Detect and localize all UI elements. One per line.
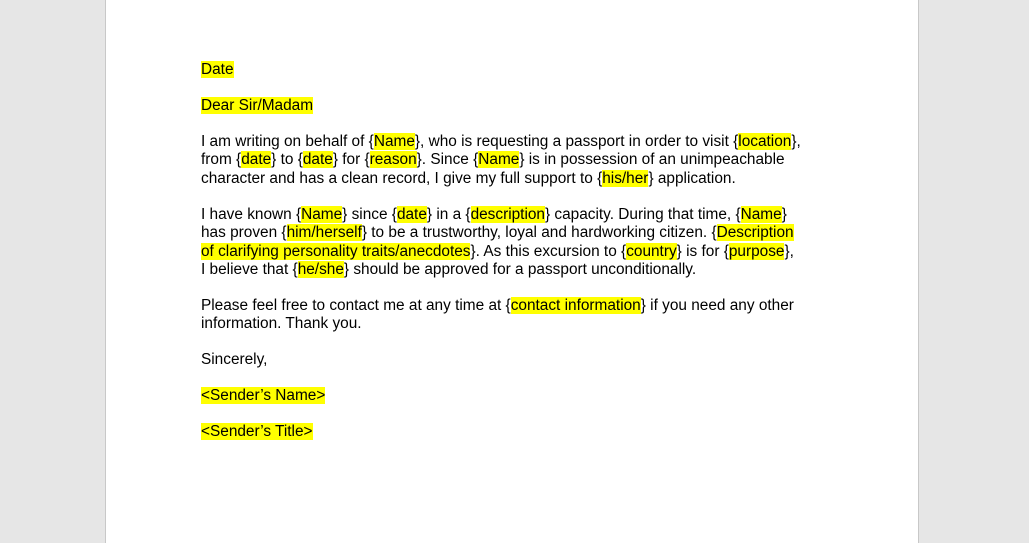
text-segment: } to be a trustworthy, loyal and hardworking citizen. {: [361, 224, 717, 242]
text-segment: } to {: [271, 151, 303, 169]
name-placeholder: Name: [301, 205, 343, 223]
text-segment: } for {: [332, 151, 370, 169]
paragraph-1: [201, 133, 831, 188]
text-segment: I have known {: [201, 205, 302, 223]
sender-name-placeholder: <Sender’s Name>: [201, 387, 326, 405]
paragraph-1-line-3: [201, 170, 831, 188]
sender-title-placeholder: <Sender’s Title>: [201, 423, 313, 441]
salutation: Dear Sir/Madam: [201, 97, 314, 114]
name-placeholder: Name: [740, 205, 782, 223]
date-placeholder: date: [241, 151, 272, 169]
description-placeholder: description: [470, 205, 545, 223]
paragraph-2-line-4: [201, 261, 831, 279]
paragraph-2-line-3: [201, 243, 831, 261]
date-placeholder: date: [396, 205, 427, 223]
closing-line: [201, 351, 831, 369]
text-segment: I am writing on behalf of {: [201, 133, 374, 150]
text-segment: } should be approved for a passport unconditionally.: [343, 261, 697, 279]
text-segment: } application.: [648, 169, 736, 187]
text-segment: } since {: [342, 205, 397, 223]
date-placeholder: date: [302, 151, 333, 169]
letter-body: [201, 61, 831, 459]
paragraph-2-line-2: [201, 224, 831, 242]
document-page: [105, 0, 919, 543]
paragraph-1-line-1: [201, 133, 831, 151]
text-segment: I believe that {: [201, 261, 298, 279]
description-placeholder-start: Description: [716, 224, 794, 242]
text-segment: }. Since {: [416, 151, 479, 169]
text-segment: },: [784, 242, 794, 260]
his-her-placeholder: his/her: [602, 169, 649, 187]
contact-information-placeholder: contact information: [510, 297, 641, 315]
text-segment: },: [791, 133, 801, 150]
text-segment: has proven {: [201, 224, 287, 242]
text-segment: from {: [201, 151, 242, 169]
sender-name-line: [201, 387, 831, 405]
purpose-placeholder: purpose: [728, 242, 785, 260]
country-placeholder: country: [626, 242, 677, 260]
paragraph-2: [201, 206, 831, 280]
text-segment: } capacity. During that time, {: [545, 205, 741, 223]
him-herself-placeholder: him/herself: [286, 224, 362, 242]
text-segment: } is in possession of an unimpeachable: [519, 151, 785, 169]
description-placeholder-end: of clarifying personality traits/anecdotes: [201, 242, 471, 260]
salutation-line: [201, 97, 831, 115]
text-segment: } is for {: [676, 242, 729, 260]
reason-placeholder: reason: [369, 151, 417, 169]
text-segment: Please feel free to contact me at any time at {: [201, 297, 511, 315]
text-segment: }: [781, 205, 787, 223]
paragraph-1-line-2: [201, 151, 831, 169]
sender-title-line: [201, 423, 831, 441]
text-segment: }. As this excursion to {: [470, 242, 627, 260]
name-placeholder: Name: [478, 151, 520, 169]
closing: Sincerely,: [201, 351, 268, 369]
name-placeholder: Name: [373, 133, 415, 150]
text-segment: }, who is requesting a passport in order to visit {: [414, 133, 739, 150]
text-segment: } in a {: [426, 205, 471, 223]
date-line: [201, 61, 831, 79]
text-segment: information. Thank you.: [201, 315, 362, 333]
text-segment: } if you need any other: [640, 297, 794, 315]
text-segment: character and has a clean record, I give my full support to {: [201, 169, 603, 187]
paragraph-3-line-2: [201, 315, 831, 333]
paragraph-3-line-1: [201, 297, 831, 315]
paragraph-3: [201, 297, 831, 334]
paragraph-2-line-1: [201, 206, 831, 224]
he-she-placeholder: he/she: [297, 261, 344, 279]
date-placeholder: Date: [201, 61, 234, 78]
location-placeholder: location: [738, 133, 792, 150]
